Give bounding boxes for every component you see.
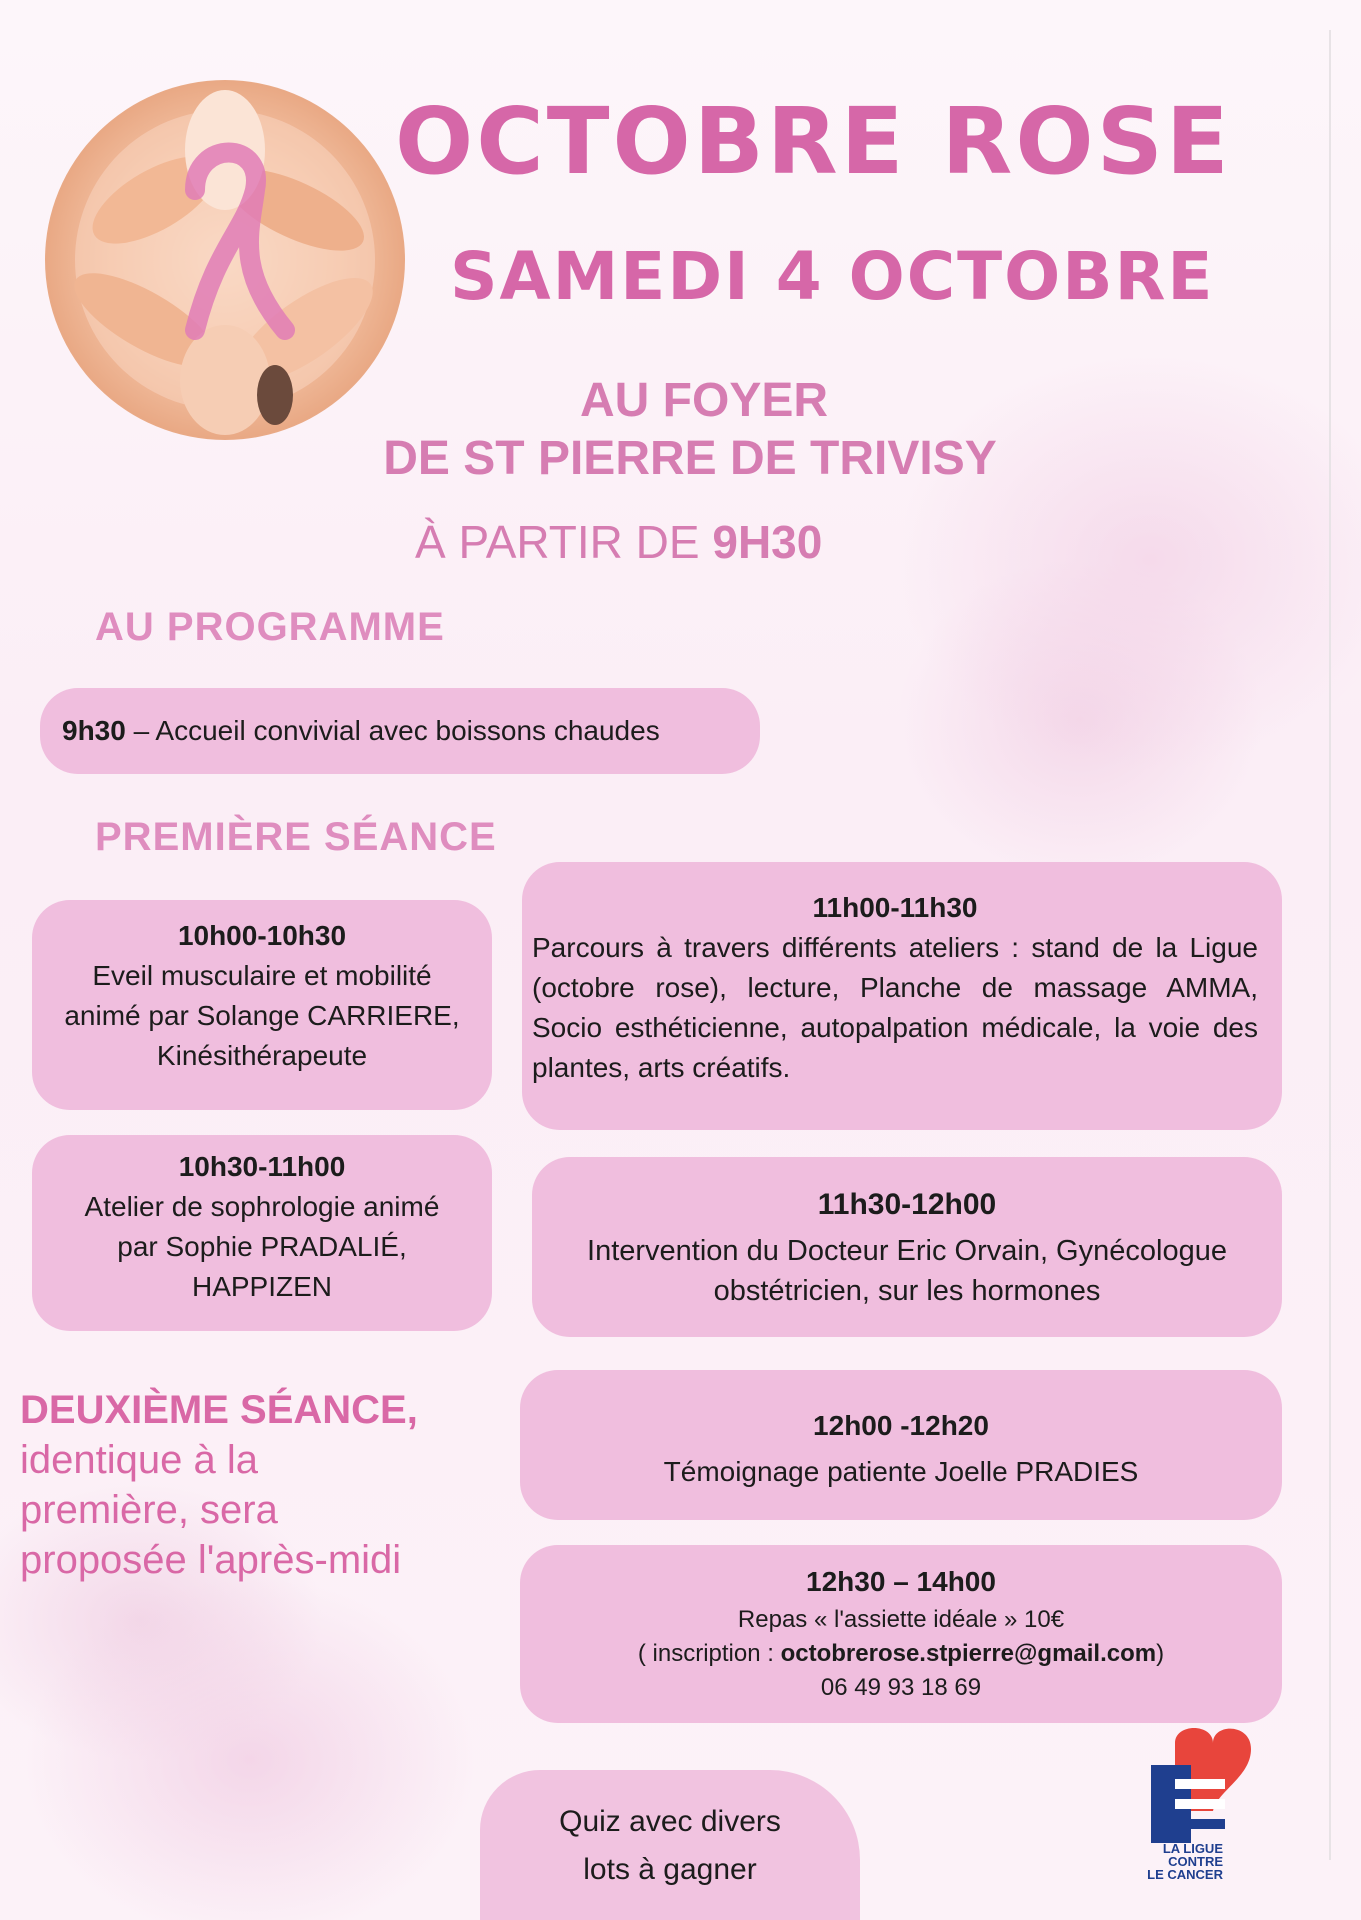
- session-line: Témoignage patiente Joelle PRADIES: [663, 1456, 1139, 1487]
- quiz-box: [480, 1770, 860, 1920]
- start-hour: 9H30: [712, 516, 823, 568]
- second-session-line: identique à la: [20, 1438, 258, 1482]
- session-time: 10h00-10h30: [177, 920, 347, 951]
- logo-text: [1138, 1842, 1223, 1881]
- welcome-box: [40, 688, 760, 774]
- quiz-line-2: lots à gagner: [583, 1853, 757, 1886]
- session-time: 12h30 – 14h00: [806, 1566, 996, 1597]
- page-title: OCTOBRE ROSE: [395, 88, 1232, 195]
- session-item-3: [522, 862, 1282, 1130]
- logo-text-line: LA LIGUE: [1162, 1841, 1223, 1856]
- first-session-heading: PREMIÈRE SÉANCE: [95, 815, 497, 859]
- inscription-line: [520, 1637, 1282, 1671]
- email-link: octobrerose.stpierre@gmail.com: [780, 1640, 1157, 1667]
- session-item-6: [520, 1545, 1282, 1723]
- venue-line-2: DE ST PIERRE DE TRIVISY: [383, 432, 997, 485]
- venue-line-1: AU FOYER: [580, 374, 829, 427]
- second-session-line: première, sera: [20, 1488, 278, 1532]
- session-text: Parcours à travers différents ateliers : stand de la Ligue (octobre rose), lecture, Planche de massage AMMA, Socio esthéticienne, autopalpation médicale, la voie des plantes, arts créatifs.: [532, 932, 1258, 1083]
- inscription-suffix: ): [1156, 1640, 1165, 1667]
- welcome-text: – Accueil convivial avec boissons chaudes: [125, 715, 660, 746]
- session-item-2: [32, 1135, 492, 1331]
- start-time: [415, 515, 1035, 569]
- second-session-line: proposée l'après-midi: [20, 1538, 402, 1582]
- session-line: par Sophie PRADALIÉ,: [117, 1231, 407, 1262]
- venue: [330, 372, 1050, 488]
- session-line: Kinésithérapeute: [156, 1040, 368, 1071]
- session-time: 11h30-12h00: [817, 1188, 997, 1221]
- session-item-4: [532, 1157, 1282, 1337]
- second-session-heading: DEUXIÈME SÉANCE,: [20, 1388, 418, 1432]
- logo-text-line: CONTRE: [1168, 1854, 1223, 1869]
- meal-line: Repas « l'assiette idéale » 10€: [737, 1606, 1065, 1633]
- session-item-1: [32, 900, 492, 1110]
- session-time: 11h00-11h30: [812, 892, 978, 923]
- session-line: obstétricien, sur les hormones: [713, 1275, 1101, 1307]
- second-session-block: [20, 1385, 490, 1585]
- program-heading: AU PROGRAMME: [95, 605, 445, 649]
- session-item-5: [520, 1370, 1282, 1520]
- quiz-line-1: Quiz avec divers: [559, 1805, 781, 1838]
- welcome-time: 9h30: [62, 715, 126, 746]
- session-line: HAPPIZEN: [191, 1271, 333, 1302]
- event-date: SAMEDI 4 OCTOBRE: [450, 238, 1215, 315]
- session-line: Eveil musculaire et mobilité: [92, 960, 432, 991]
- session-line: animé par Solange CARRIERE,: [64, 1000, 460, 1031]
- session-line: Intervention du Docteur Eric Orvain, Gynécologue: [587, 1235, 1227, 1267]
- inscription-prefix: ( inscription :: [637, 1640, 781, 1667]
- logo-text-line: LE CANCER: [1147, 1867, 1223, 1882]
- start-prefix: À PARTIR DE: [415, 516, 713, 568]
- session-line: Atelier de sophrologie animé: [84, 1191, 440, 1222]
- phone-number: 06 49 93 18 69: [820, 1674, 982, 1701]
- session-time: 12h00 -12h20: [813, 1410, 989, 1441]
- session-time: 10h30-11h00: [178, 1151, 346, 1182]
